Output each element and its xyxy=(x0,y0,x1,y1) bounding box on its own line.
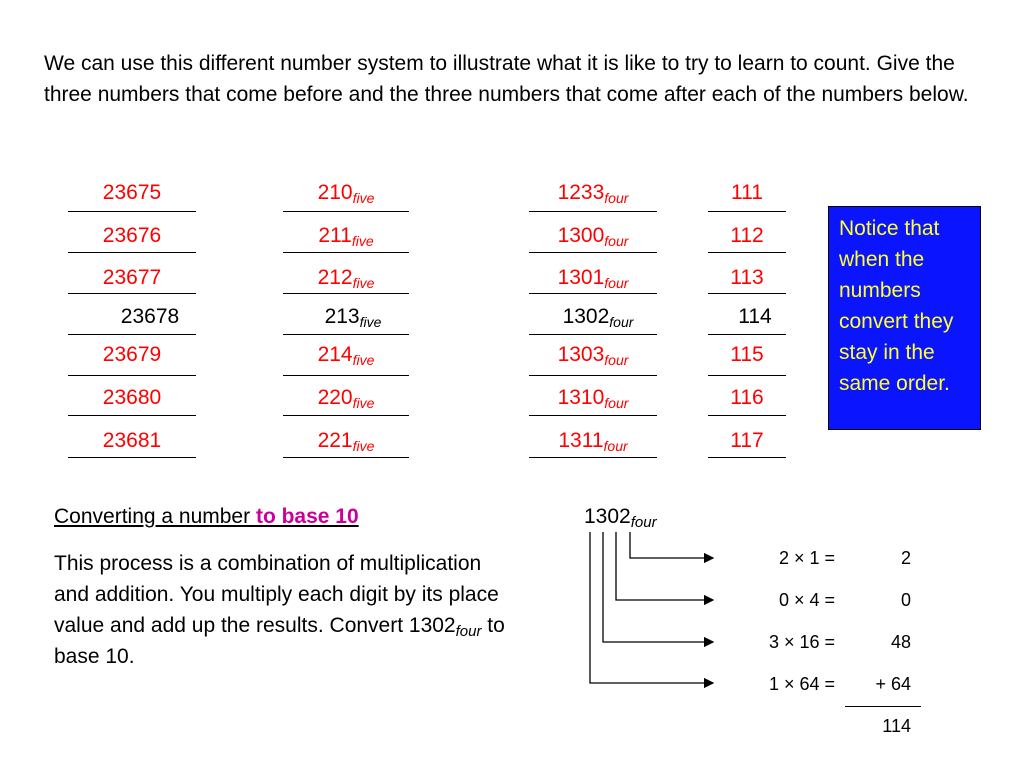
count-cell: $1303_{four}$ xyxy=(557,343,629,368)
count-cell: $1301_{four}$ xyxy=(557,266,629,291)
answer-blank[interactable] xyxy=(708,375,786,376)
answer-blank[interactable] xyxy=(708,334,786,335)
step-expression: 3 × 16 = xyxy=(768,632,835,652)
answer-blank[interactable] xyxy=(529,375,657,376)
count-cell: $214_{five}$ xyxy=(317,343,375,368)
count-cell: 23679 xyxy=(102,343,162,366)
count-cell: 112 xyxy=(730,224,764,247)
given-number: $1302_{four}$ xyxy=(562,305,634,330)
arrow-sixtyfours xyxy=(590,532,713,683)
count-cell: $212_{five}$ xyxy=(317,266,375,291)
answer-blank[interactable] xyxy=(283,375,409,376)
step-expression: 1 × 64 = xyxy=(768,674,835,694)
answer-blank[interactable] xyxy=(283,415,409,416)
answer-blank[interactable] xyxy=(529,334,657,335)
count-cell: 113 xyxy=(730,266,764,289)
sum-line xyxy=(845,706,921,707)
count-cell: 23680 xyxy=(102,386,162,409)
count-cell: 23681 xyxy=(102,429,162,452)
count-cell: 115 xyxy=(730,343,764,366)
answer-blank[interactable] xyxy=(68,211,196,212)
answer-blank[interactable] xyxy=(283,211,409,212)
answer-blank[interactable] xyxy=(68,252,196,253)
answer-blank[interactable] xyxy=(708,457,786,458)
count-cell: $1311_{four}$ xyxy=(558,429,628,454)
answer-blank[interactable] xyxy=(529,211,657,212)
count-cell: 23675 xyxy=(102,181,162,204)
count-cell: $1300_{four}$ xyxy=(557,224,629,249)
answer-blank[interactable] xyxy=(283,334,409,335)
count-cell: 23676 xyxy=(102,224,162,247)
answer-blank[interactable] xyxy=(529,457,657,458)
answer-blank[interactable] xyxy=(68,415,196,416)
intro-text: We can use this different number system to illustrate what it is like to try to learn to count. Give the three numbers that come before and the three numbers that come after each of the numbers below. xyxy=(44,52,969,106)
answer-blank[interactable] xyxy=(529,252,657,253)
count-cell: $220_{five}$ xyxy=(317,386,375,411)
answer-blank[interactable] xyxy=(68,293,196,294)
step-value: 2 xyxy=(900,548,911,568)
given-number: 114 xyxy=(738,305,772,328)
given-number: 23678 xyxy=(120,305,180,328)
count-cell: $211_{five}$ xyxy=(318,224,374,249)
answer-blank[interactable] xyxy=(708,293,786,294)
answer-blank[interactable] xyxy=(68,375,196,376)
answer-blank[interactable] xyxy=(68,334,196,335)
answer-blank[interactable] xyxy=(283,293,409,294)
count-cell: $210_{five}$ xyxy=(317,181,375,206)
step-value: + 64 xyxy=(875,674,911,694)
count-cell: $221_{five}$ xyxy=(317,429,375,454)
example-number: $1302_{four}$ xyxy=(584,505,657,531)
count-cell: 116 xyxy=(730,386,764,409)
count-cell: 117 xyxy=(730,429,764,452)
answer-blank[interactable] xyxy=(68,457,196,458)
converting-title: Converting a number to base 10 xyxy=(54,505,359,528)
converting-explanation: This process is a combination of multiplication and addition. You multiply each digit by its place value and add up the results. Convert $1302_{four}$ to base 10. xyxy=(54,552,505,668)
answer-blank[interactable] xyxy=(708,415,786,416)
answer-blank[interactable] xyxy=(529,415,657,416)
answer-blank[interactable] xyxy=(529,293,657,294)
count-cell: $1310_{four}$ xyxy=(557,386,629,411)
step-value: 0 xyxy=(900,590,911,610)
total-value: 114 xyxy=(882,716,911,736)
answer-blank[interactable] xyxy=(708,252,786,253)
count-cell: $1233_{four}$ xyxy=(557,181,629,206)
step-value: 48 xyxy=(890,632,911,652)
step-expression: 0 × 4 = xyxy=(778,590,835,610)
answer-blank[interactable] xyxy=(283,252,409,253)
notice-box: Notice that when the numbers convert they stay in the same order. xyxy=(828,206,981,430)
arrow-sixteens xyxy=(603,532,713,642)
answer-blank[interactable] xyxy=(283,457,409,458)
count-cell: 23677 xyxy=(102,266,162,289)
arrow-ones xyxy=(630,532,713,558)
count-cell: 111 xyxy=(731,181,763,204)
step-expression: 2 × 1 = xyxy=(778,548,835,568)
digit-arrows xyxy=(580,528,720,688)
answer-blank[interactable] xyxy=(708,211,786,212)
given-number: $213_{five}$ xyxy=(324,305,382,330)
